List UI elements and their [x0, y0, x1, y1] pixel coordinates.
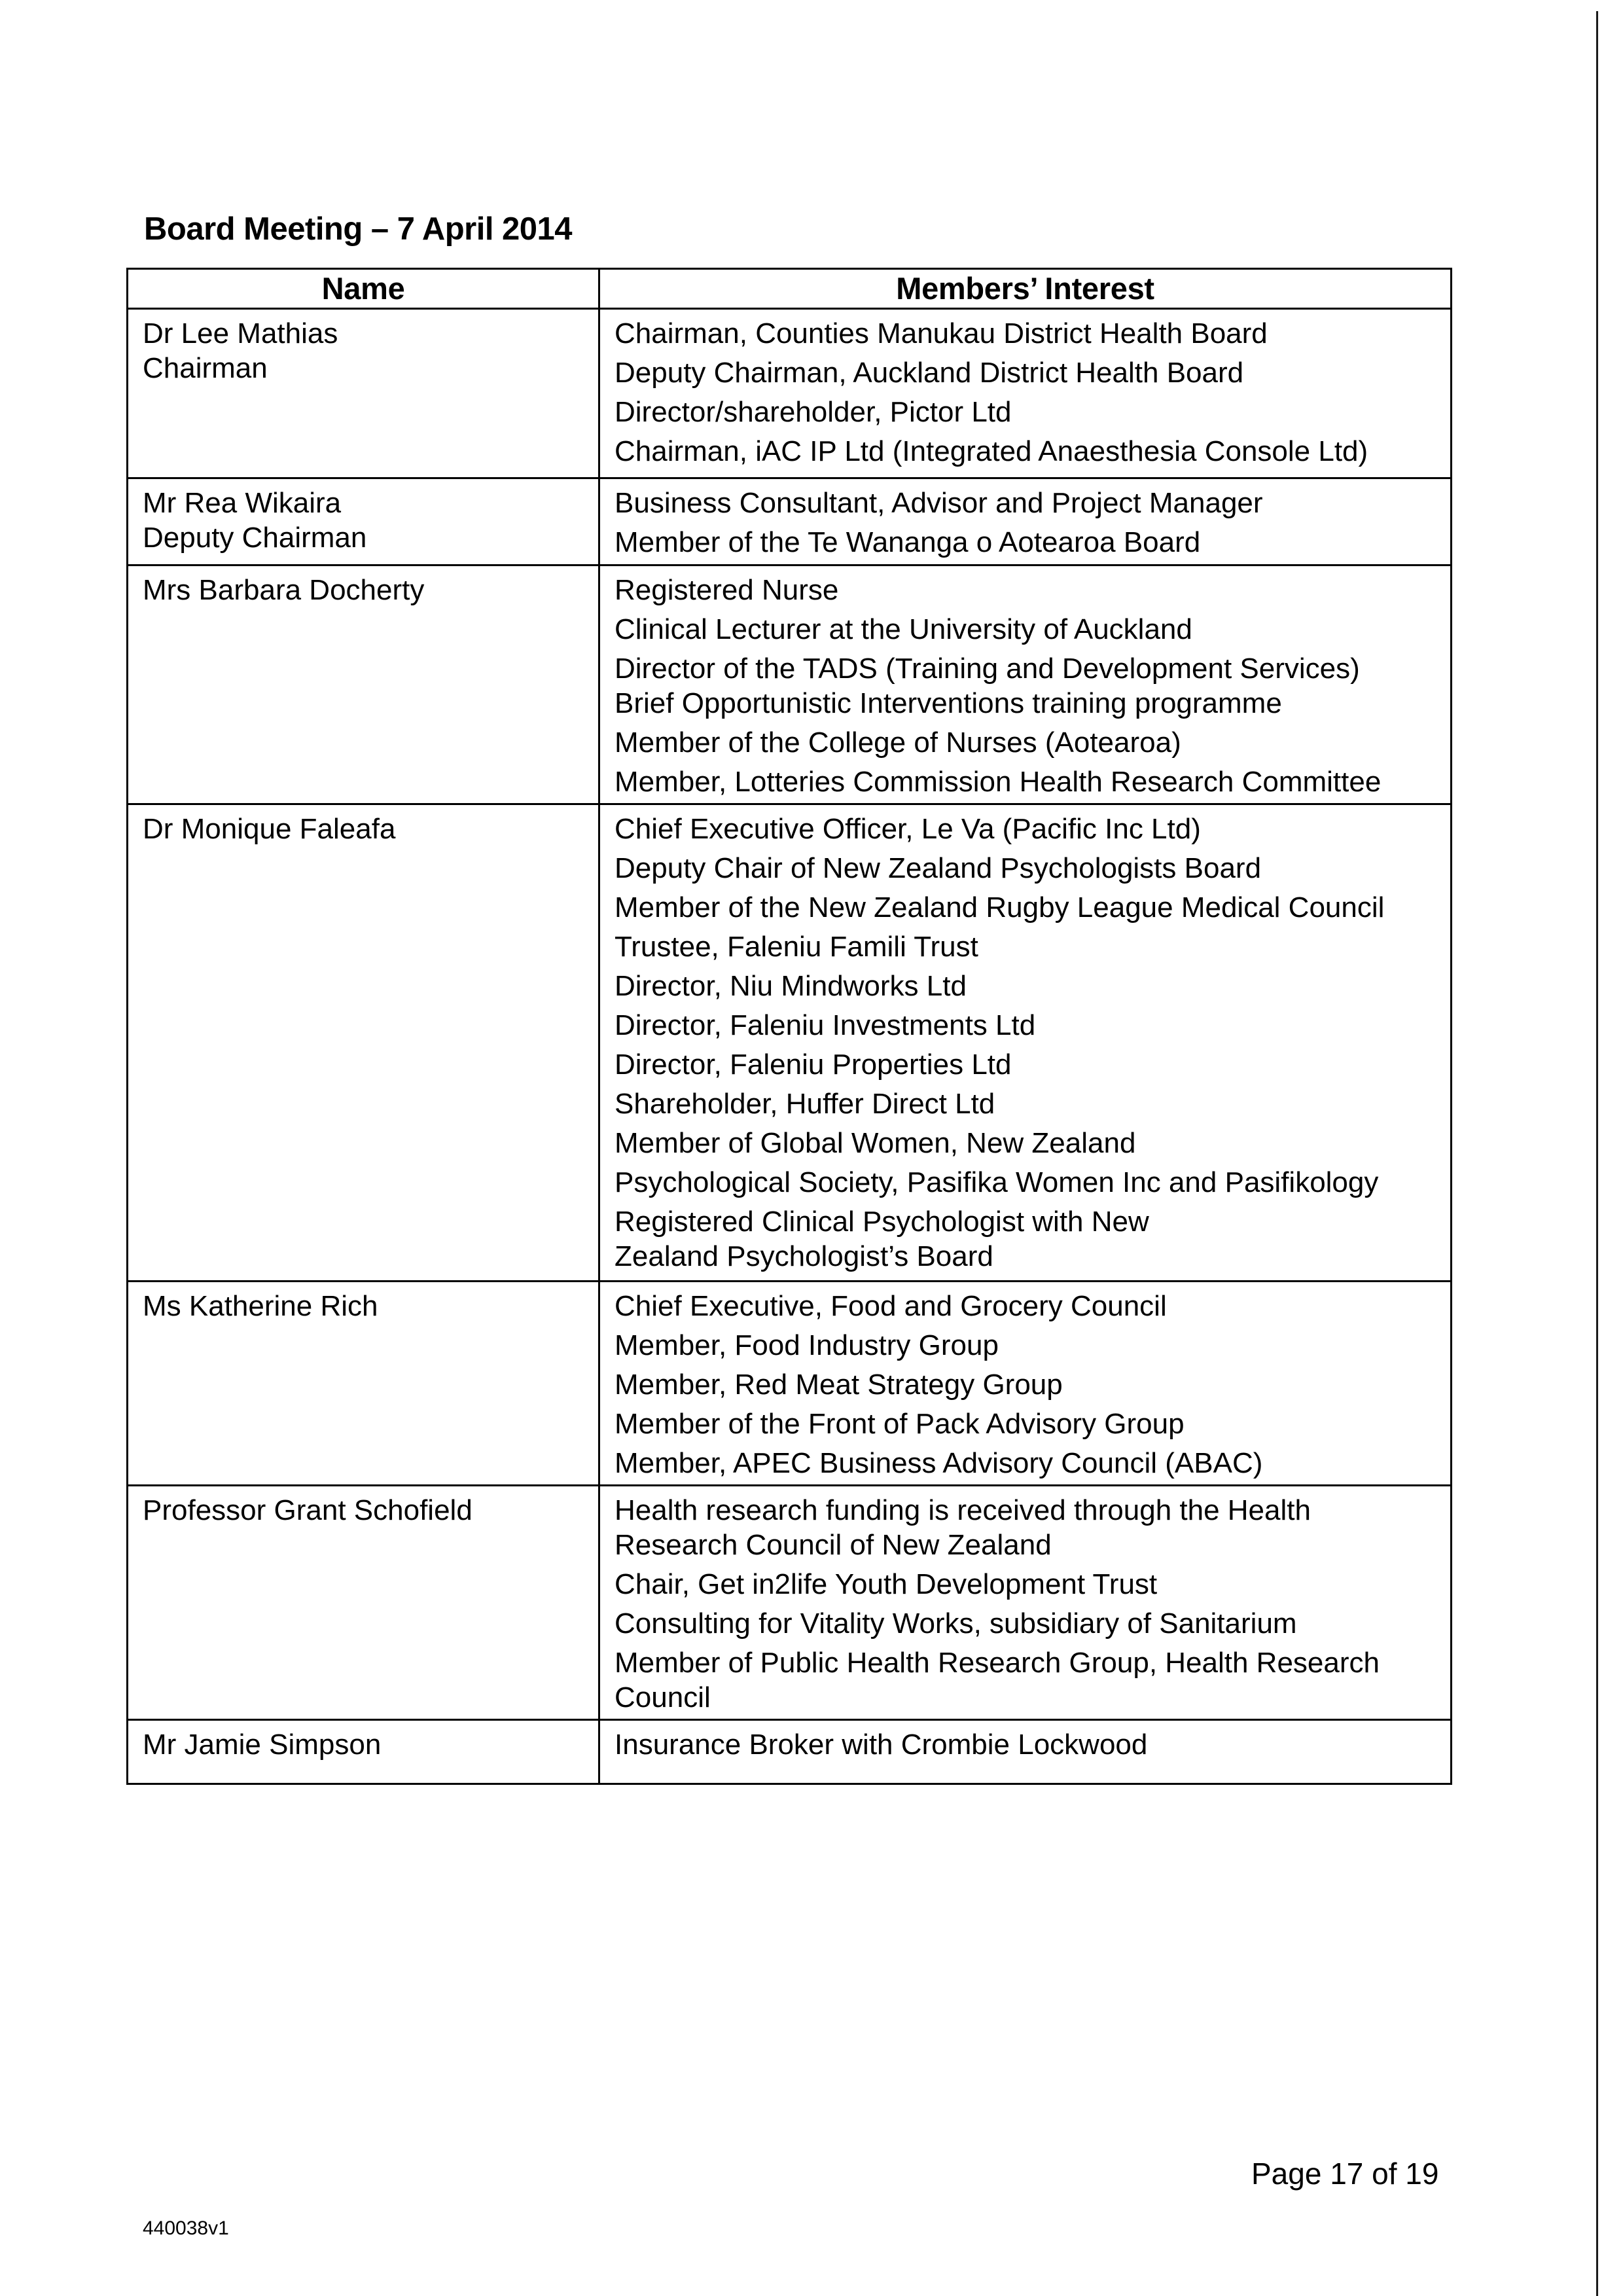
interest-item: Chair, Get in2life Youth Development Trust — [615, 1568, 1158, 1600]
interest-item: Insurance Broker with Crombie Lockwood — [615, 1729, 1148, 1761]
interest-item — [615, 1645, 1450, 1715]
interest-item: Chief Executive, Food and Grocery Council — [615, 1290, 1167, 1322]
member-name: Professor Grant Schofield — [143, 1494, 473, 1526]
member-name: Mr Jamie Simpson — [143, 1729, 382, 1761]
page-title: Board Meeting – 7 April 2014 — [144, 211, 573, 247]
interest-item-line: Member of Public Health Research Group, Health Research — [615, 1647, 1380, 1679]
member-interests-cell — [599, 309, 1452, 478]
member-name: Mr Rea Wikaira — [143, 487, 342, 519]
table-row — [128, 1282, 1452, 1486]
interest-item: Member of the Front of Pack Advisory Group — [615, 1408, 1185, 1440]
interest-item: Chairman, iAC IP Ltd (Integrated Anaesthesia Console Ltd) — [615, 435, 1368, 467]
interest-item: Chairman, Counties Manukau District Health Board — [615, 317, 1268, 350]
members-interest-table — [126, 268, 1452, 1785]
interest-item: Registered Nurse — [615, 574, 839, 606]
member-name: Dr Lee Mathias — [143, 317, 338, 350]
interest-item: Deputy Chairman, Auckland District Health Board — [615, 357, 1244, 389]
table-row — [128, 478, 1452, 565]
interest-item — [615, 651, 1450, 721]
table-body — [128, 309, 1452, 1784]
interest-item: Psychological Society, Pasifika Women Inc and Pasifikology — [615, 1166, 1379, 1198]
member-name: Ms Katherine Rich — [143, 1290, 378, 1322]
column-header-interest: Members’ Interest — [599, 269, 1452, 309]
member-interests-cell — [599, 478, 1452, 565]
member-name-cell — [128, 1486, 599, 1720]
member-interests-cell — [599, 1486, 1452, 1720]
interest-item: Director/shareholder, Pictor Ltd — [615, 396, 1012, 428]
member-interests-cell — [599, 565, 1452, 804]
column-header-name: Name — [128, 269, 599, 309]
interest-item-line: Research Council of New Zealand — [615, 1529, 1052, 1561]
member-name: Dr Monique Faleafa — [143, 813, 396, 845]
member-name-cell — [128, 309, 599, 478]
scan-edge-line — [1596, 11, 1598, 2296]
table-row — [128, 565, 1452, 804]
interest-item: Member of Global Women, New Zealand — [615, 1127, 1136, 1159]
interest-item: Director, Niu Mindworks Ltd — [615, 970, 967, 1002]
member-name: Mrs Barbara Docherty — [143, 574, 425, 606]
interest-item — [615, 1493, 1450, 1562]
member-interests-cell — [599, 1720, 1452, 1784]
member-name-cell — [128, 478, 599, 565]
interest-item-line: Director of the TADS (Training and Development Services) — [615, 653, 1360, 685]
interest-item: Shareholder, Huffer Direct Ltd — [615, 1088, 995, 1120]
interest-item: Director, Faleniu Properties Ltd — [615, 1049, 1012, 1081]
member-name-cell — [128, 1282, 599, 1486]
table-row — [128, 804, 1452, 1282]
page-number: Page 17 of 19 — [1251, 2157, 1439, 2191]
member-interests-cell — [599, 804, 1452, 1282]
interest-item: Member, Food Industry Group — [615, 1329, 999, 1361]
interest-item-line: Council — [615, 1681, 711, 1713]
interest-item: Consulting for Vitality Works, subsidiary of Sanitarium — [615, 1607, 1297, 1640]
interest-item: Member, APEC Business Advisory Council (ABAC) — [615, 1447, 1263, 1479]
interest-item: Business Consultant, Advisor and Project Manager — [615, 487, 1263, 519]
interest-item: Member, Red Meat Strategy Group — [615, 1369, 1063, 1401]
table-row — [128, 1720, 1452, 1784]
member-role: Chairman — [143, 352, 268, 384]
interest-item: Member, Lotteries Commission Health Research Committee — [615, 766, 1382, 798]
member-role: Deputy Chairman — [143, 522, 367, 554]
interest-item: Director, Faleniu Investments Ltd — [615, 1009, 1036, 1041]
member-interests-cell — [599, 1282, 1452, 1486]
member-name-cell — [128, 804, 599, 1282]
member-name-cell — [128, 565, 599, 804]
interest-item-line: Health research funding is received through the Health — [615, 1494, 1311, 1526]
document-reference: 440038v1 — [143, 2217, 229, 2239]
interest-item-line: Zealand Psychologist’s Board — [615, 1240, 993, 1272]
table-row — [128, 309, 1452, 478]
interest-item: Clinical Lecturer at the University of Auckland — [615, 613, 1192, 645]
interest-item-line: Brief Opportunistic Interventions training programme — [615, 687, 1282, 719]
interest-item: Member of the Te Wananga o Aotearoa Board — [615, 526, 1201, 558]
interest-item-line: Registered Clinical Psychologist with New — [615, 1206, 1149, 1238]
interest-item: Deputy Chair of New Zealand Psychologists Board — [615, 852, 1262, 884]
interest-item: Trustee, Faleniu Famili Trust — [615, 931, 978, 963]
interest-item — [615, 1204, 1450, 1274]
table-header-row — [128, 269, 1452, 309]
table-row — [128, 1486, 1452, 1720]
member-name-cell — [128, 1720, 599, 1784]
interest-item: Chief Executive Officer, Le Va (Pacific Inc Ltd) — [615, 813, 1201, 845]
interest-item: Member of the New Zealand Rugby League Medical Council — [615, 891, 1385, 924]
interest-item: Member of the College of Nurses (Aotearoa) — [615, 726, 1181, 759]
